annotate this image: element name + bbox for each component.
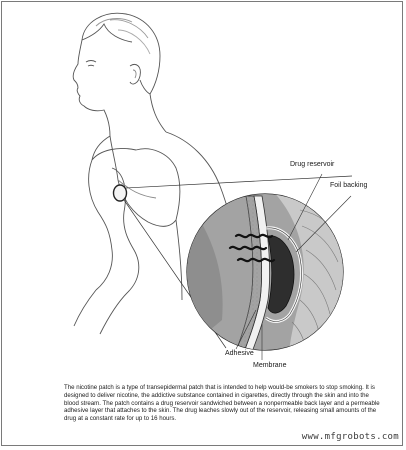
label-adhesive: Adhesive [225,350,254,357]
arm-patch [114,185,127,201]
label-drug-reservoir: Drug reservoir [290,161,335,168]
figure-caption: The nicotine patch is a type of transepidermal patch that is intended to help would-be smokers to stop smoking. It is designed to deliver nicotine, the addictive substance contained in cigarettes, directly through the skin and into the blood stream. The patch contains a drug reservoir sandwiched between a nonpermeable back layer and a permeable adhesive layer that attaches to the skin. The drug leaches slowly out of the reservoir, releasing small amounts of the drug at a constant rate for up to 16 hours. [64,384,380,423]
label-foil-backing: Foil backing [330,182,368,189]
magnified-patch-view [185,190,350,360]
watermark: www.mfgrobots.com [301,432,399,442]
label-membrane: Membrane [253,362,287,369]
